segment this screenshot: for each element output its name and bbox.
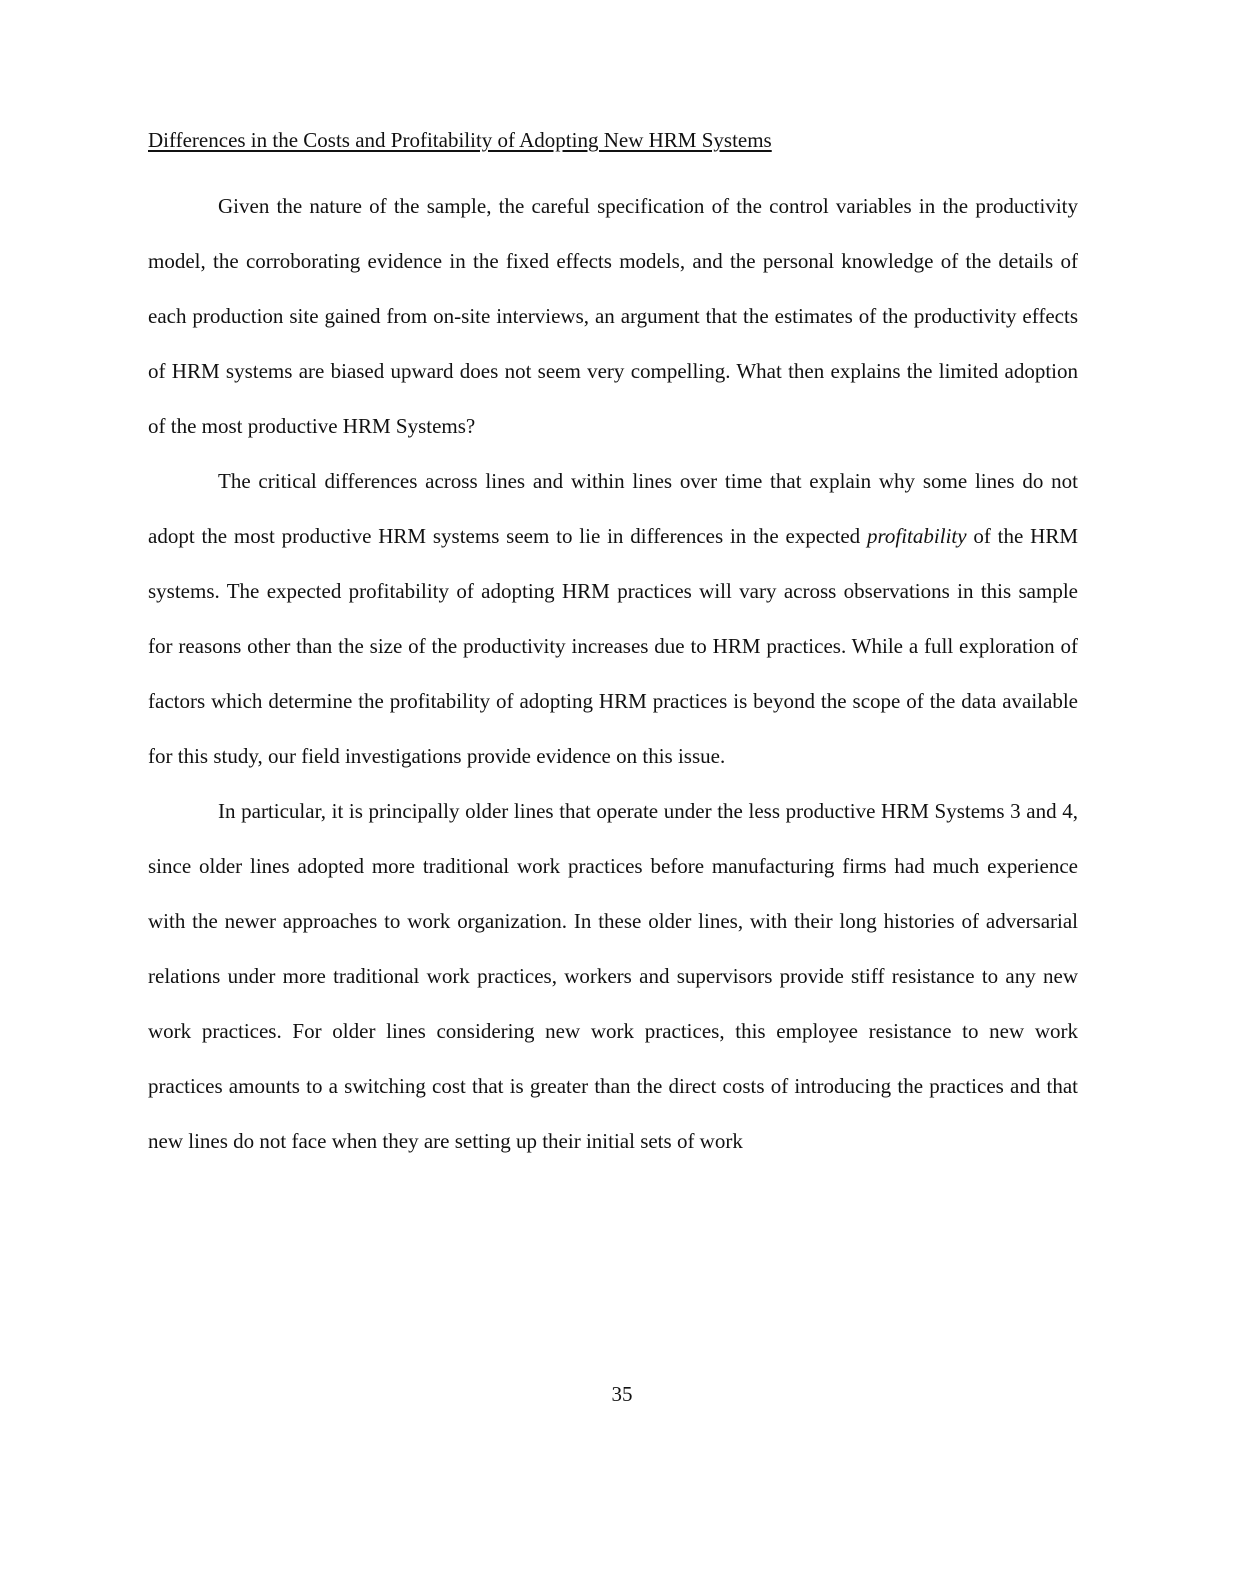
emphasized-term: profitability <box>867 524 967 548</box>
paragraph-3: In particular, it is principally older lines that operate under the less productive HRM Systems 3 and 4, since older lines adopted more traditional work practices before manufacturing firms had much experience with the newer approaches to work organization. In these older lines, with their long histories of adversarial relations under more traditional work practices, workers and supervisors provide stiff resistance to any new work practices. For older lines considering new work practices, this employee resistance to new work practices amounts to a switching cost that is greater than the direct costs of introducing the practices and that new lines do not face when they are setting up their initial sets of work <box>148 799 1078 1153</box>
body-text <box>148 179 1078 1169</box>
page-number: 35 <box>611 1382 633 1406</box>
paragraph-1: Given the nature of the sample, the careful specification of the control variables in the productivity model, the corroborating evidence in the fixed effects models, and the personal knowledge of the details of each production site gained from on-site interviews, an argument that the estimates of the productivity effects of HRM systems are biased upward does not seem very compelling. What then explains the limited adoption of the most productive HRM Systems? <box>148 194 1078 438</box>
section-heading: Differences in the Costs and Profitability of Adopting New HRM Systems <box>148 128 772 152</box>
paragraph-2-text-after: of the HRM systems. The expected profitability of adopting HRM practices will vary across observations in this sample for reasons other than the size of the productivity increases due to HRM practices. While a full exploration of factors which determine the profitability of adopting HRM practices is beyond the scope of the data available for this study, our field investigations provide evidence on this issue. <box>148 524 1078 768</box>
paragraph-2-text-before: The critical differences across lines and within lines over time that explain why some lines do not adopt the most productive HRM systems seem to lie in differences in the expected <box>148 469 1078 548</box>
paragraph-2 <box>148 454 1078 784</box>
